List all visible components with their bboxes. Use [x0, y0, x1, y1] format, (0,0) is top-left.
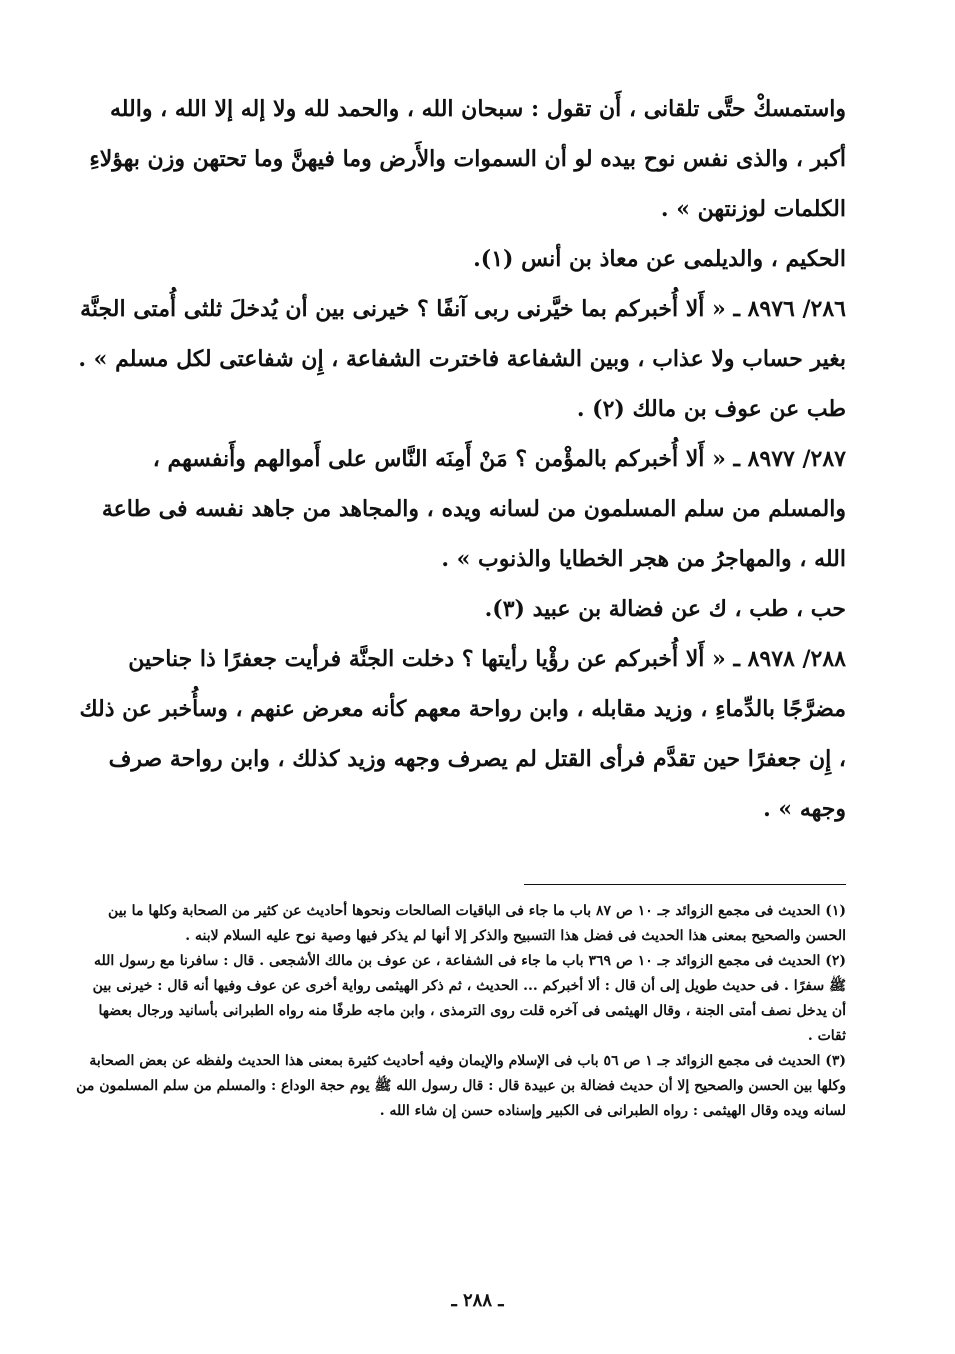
page-number: ـ ٢٨٨ ـ — [451, 1290, 504, 1311]
footnote-2: (٢) الحديث فى مجمع الزوائد جـ ١٠ ص ٣٦٩ باب ما جاء فى الشفاعة ، عن عوف بن مالك الأشجعى . قال : سافرنا مع رسول الله ﷺ سفرًا . فى حديث طويل إلى أن قال : ألا أخبركم ... الحديث ، ثم ذكر الهيثمى رواية أخرى عن عوف وفيها أنه قال : خيرنى بين أن يدخل نصف أمتى الجنة ، وقال الهيثمى فى آخره قلت روى الترمذى ، وابن ماجه طرفًا منه رواه الطبرانى بأسانيد ورجال بعضها ثقات . — [92, 953, 846, 1044]
page — [76, 84, 846, 1124]
source-reference: طب عن عوف بن مالك (٢) . — [576, 396, 846, 422]
footnotes — [76, 899, 846, 1124]
source-reference: حب ، طب ، ك عن فضالة بن عبيد (٣). — [484, 596, 846, 622]
footnote-3: (٣) الحديث فى مجمع الزوائد جـ ١ ص ٥٦ باب فى الإسلام والإيمان وفيه أحاديث كثيرة بمعنى هذا الحديث ولفظه عن بعض الصحابة وكلها بين الحسن والصحيح إلا أن حديث فضالة بن عبيدة قال : قال رسول الله ﷺ يوم حجة الوداع : والمسلم من سلم المسلمون من لسانه ويده وقال الهيثمى : رواه الطبرانى فى الكبير وإسناده حسن إن شاء الله . — [76, 1053, 846, 1119]
paragraph-hadith-continuation: واستمسكْ حتَّى تلقانى ، أَن تقول : سبحان الله ، والحمد لله ولا إله إلا الله ، والله أكبر ، والذى نفس نوح بيده لو أن السموات والأَرض وما فيهنَّ وما تحتهن وزن بهؤلاءِ الكلمات لوزنتهن » . — [89, 96, 846, 222]
footnote-separator — [524, 884, 846, 885]
footnote-1: (١) الحديث فى مجمع الزوائد جـ ١٠ ص ٨٧ باب ما جاء فى الباقيات الصالحات ونحوها أحاديث عن كثير من الصحابة وكلها ما بين الحسن والصحيح بمعنى هذا الحديث فى فضل هذا التسبيح والذكر إلا أنها لم يذكر فيها وصية نوح عليه السلام لابنه . — [108, 903, 846, 944]
hadith-8978: ٢٨٨/ ٨٩٧٨ ـ « أَلا أُخبركم عن رؤْيا رأيتها ؟ دخلت الجنَّة فرأيت جعفرًا ذا جناحين مضرَّجًا بالدِّماءِ ، وزيد مقابله ، وابن رواحة معهم كأنه معرض عنهم ، وسأُخبر عن ذلك ، إِن جعفرًا حين تقدَّم فرأى القتل لم يصرف وجهه وزيد كذلك ، وابن رواحة صرف وجهه » . — [79, 646, 846, 822]
source-reference: الحكيم ، والديلمى عن معاذ بن أنس (١). — [473, 246, 846, 272]
hadith-8976: ٢٨٦/ ٨٩٧٦ ـ « أَلا أُخبركم بما خيَّرنى ربى آنفًا ؟ خيرنى بين أن يُدخلَ ثلثى أُمتى الجنَّة بغير حساب ولا عذاب ، وبين الشفاعة فاخترت الشفاعة ، إِن شفاعتى لكل مسلم » . — [78, 296, 846, 372]
main-text — [76, 84, 846, 834]
hadith-8977: ٢٨٧/ ٨٩٧٧ ـ « أَلا أُخبركم بالمؤْمن ؟ مَنْ أَمِنَه النَّاس على أَموالهم وأَنفسهم ، والمسلم من سلم المسلمون من لسانه ويده ، والمجاهد من جاهد نفسه فى طاعة الله ، والمهاجرُ من هجر الخطايا والذنوب » . — [101, 446, 846, 572]
